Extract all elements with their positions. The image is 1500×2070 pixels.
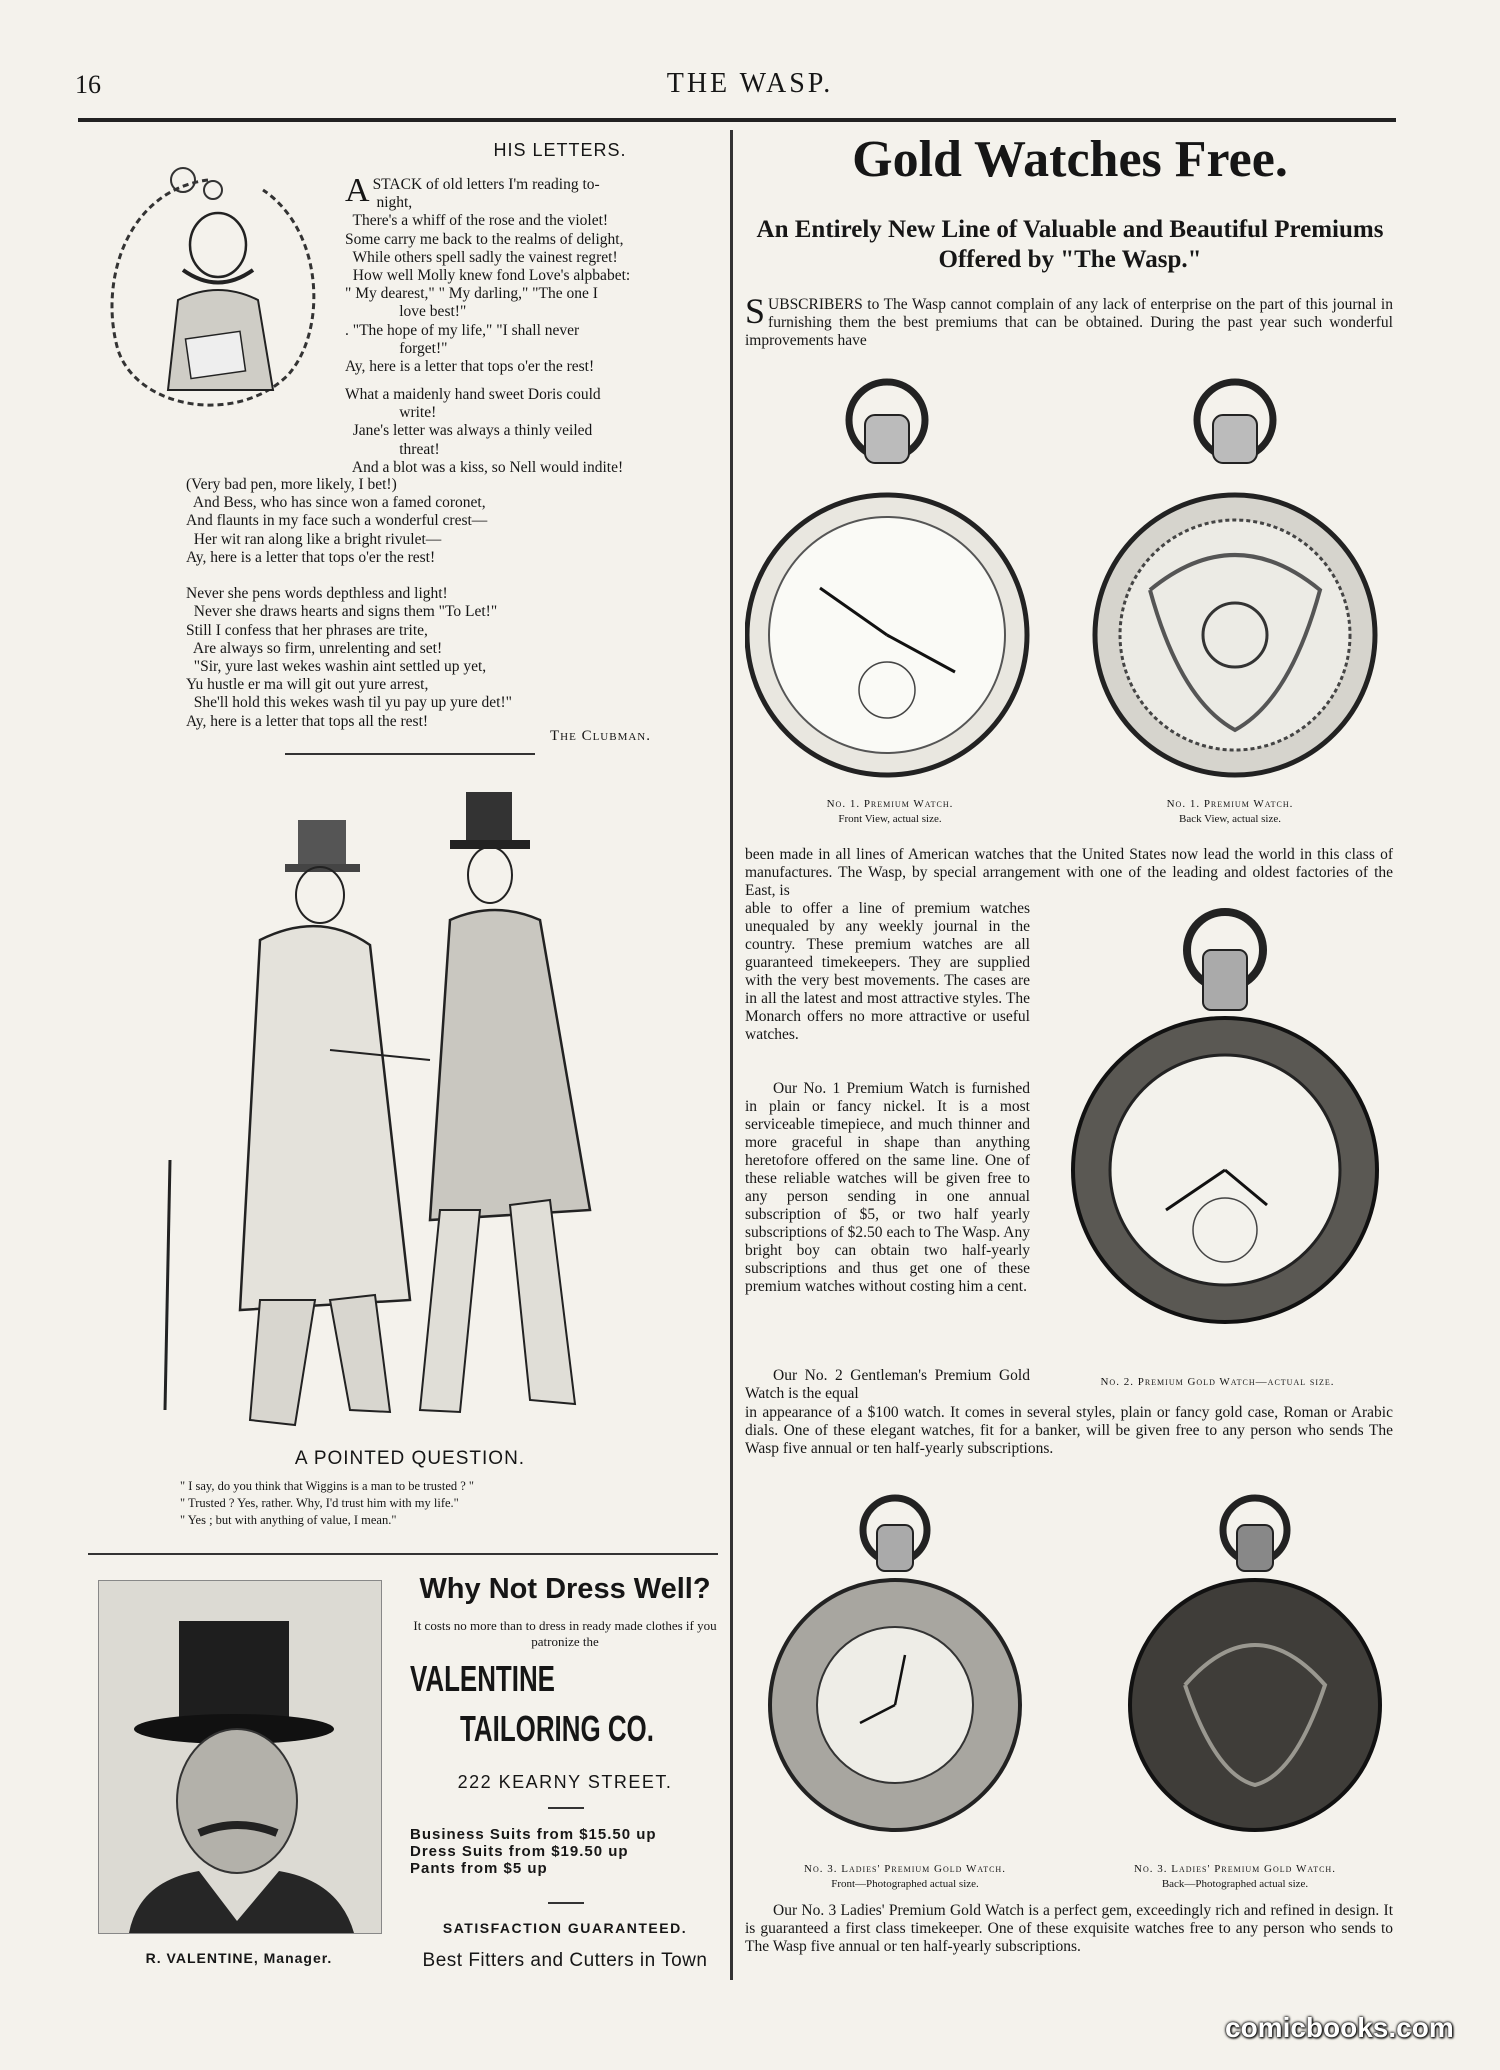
dialogue-line: " Trusted ? Yes, rather. Why, I'd trust him with my life." — [180, 1496, 459, 1510]
price-item: Business Suits from $15.50 up — [410, 1826, 657, 1843]
portrait-vignette-illustration — [88, 160, 328, 430]
company-name-line2: TAILORING CO. — [460, 1708, 654, 1749]
page-number: 16 — [75, 70, 101, 99]
poem-stanza-1 — [345, 172, 725, 376]
column-divider — [730, 130, 733, 1980]
watch-no3-back-caption — [1075, 1862, 1395, 1892]
watch-no2-image — [1060, 905, 1390, 1330]
price-list — [410, 1826, 657, 1877]
watch-no2-caption: No. 2. Premium Gold Watch—actual size. — [1100, 1376, 1335, 1388]
ad-intro: It costs no more than to dress in ready made clothes if you patronize the — [413, 1618, 717, 1649]
ad-rule — [548, 1902, 584, 1904]
price-item: Pants from $5 up — [410, 1860, 548, 1877]
company-name-line1: VALENTINE — [410, 1658, 555, 1699]
article-para-2-narrow: able to offer a line of premium watches unequaled by any weekly journal in the country. These premium watches are all guaranteed timekeepers. They are supplied with the very best movements. The cases are in all the latest and most attractive styles. The Monarch offers no more attractive or useful watches. — [745, 900, 1030, 1043]
poem-dropcap: A — [345, 172, 370, 209]
article-para-2-wide: been made in all lines of American watches that the United States now lead the world in this class of manufactures. The Wasp, by special arrangement with one of the leading and oldest factories of the East, is — [745, 846, 1393, 899]
cartoon-caption: A POINTED QUESTION. — [294, 1448, 526, 1469]
article-para-4-wide: in appearance of a $100 watch. It comes in several styles, plain or fancy gold case, Roman or Arabic dials. One of these elegant watches, fit for a banker, will be given free to any person who sends The Wasp five annual or ten half-yearly subscriptions. — [745, 1404, 1393, 1457]
poem-end-rule — [285, 753, 535, 755]
top-rule — [78, 118, 1396, 122]
caption-sub: Back—Photographed actual size. — [1161, 1878, 1309, 1890]
pointed-question-cartoon — [150, 780, 620, 1440]
caption-title: No. 1. Premium Watch. — [1166, 798, 1294, 810]
watch-no1-front-image — [745, 370, 1030, 800]
article-para-5: Our No. 3 Ladies' Premium Gold Watch is a perfect gem, exceedingly rich and refined in design. It is guaranteed a first class timekeeper. One of these exquisite watches free to any person who sends to The Wasp five annual or ten half-yearly subscriptions. — [745, 1902, 1393, 1955]
article-dropcap: S — [745, 291, 766, 331]
poem-stanza-2: What a maidenly hand sweet Doris could write! Jane's letter was always a thinly veiled threat! And a blot was a kiss, so Nell would indite! — [345, 386, 624, 476]
article-headline: Gold Watches Free. — [852, 131, 1288, 188]
site-watermark: comicbooks.com — [1225, 2012, 1454, 2043]
caption-sub: Front View, actual size. — [838, 813, 942, 825]
guarantee-line: SATISFACTION GUARANTEED. — [442, 1920, 688, 1936]
poem-stanza-1-text: STACK of old letters I'm reading to- night, There's a whiff of the rose and the violet! Some carry me back to the realms of delight, While others spell sadly the vainest regret! How well Molly knew fond Love's alpbabet: " My dearest," " My darling," "The one I love best!" . "The hope of my life," "I shall never forget!" Ay, here is a letter that tops o'er the rest! — [345, 176, 631, 376]
caption-title: No. 3. Ladies' Premium Gold Watch. — [804, 1863, 1006, 1875]
price-item: Dress Suits from $19.50 up — [410, 1843, 629, 1860]
section-rule — [88, 1553, 718, 1555]
article-subhead: An Entirely New Line of Valuable and Beautiful Premiums Offered by "The Wasp." — [756, 216, 1384, 273]
watch-no1-front-caption — [760, 797, 1020, 827]
watch-no3-front-caption — [755, 1862, 1055, 1892]
cartoon-dialogue — [180, 1478, 640, 1529]
company-address: 222 KEARNY STREET. — [457, 1772, 673, 1792]
manager-portrait-photo — [98, 1580, 382, 1934]
ad-headline: Why Not Dress Well? — [419, 1573, 711, 1605]
dialogue-line: " I say, do you think that Wiggins is a man to be trusted ? " — [180, 1479, 475, 1493]
ad-rule — [548, 1807, 584, 1809]
article-para-1-text: UBSCRIBERS to The Wasp cannot complain of any lack of enterprise on the part of this journal in furnishing them the best premiums that can be obtained. During the past year such wonderful improvements have — [745, 296, 1393, 349]
watch-no3-back-image — [1125, 1485, 1385, 1860]
dialogue-line: " Yes ; but with anything of value, I mean." — [180, 1513, 397, 1527]
article-para-3: Our No. 1 Premium Watch is furnished in plain or fancy nickel. It is a most serviceable timepiece, and much thinner and more graceful in shape than anything heretofore offered on the same line. One of these reliable watches will be given free to any person sending in one annual subscription of $5, or two half yearly subscriptions of $2.50 each to The Wasp. Any bright boy can obtain two half-yearly subscriptions and thus get one of these premium watches without costing him a cent. — [745, 1080, 1030, 1295]
watch-no1-back-caption — [1100, 797, 1360, 827]
caption-sub: Front—Photographed actual size. — [831, 1878, 979, 1890]
caption-sub: Back View, actual size. — [1179, 813, 1281, 825]
article-para-4-narrow: Our No. 2 Gentleman's Premium Gold Watch is the equal — [745, 1367, 1030, 1402]
caption-title: No. 3. Ladies' Premium Gold Watch. — [1134, 1863, 1336, 1875]
caption-title: No. 1. Premium Watch. — [826, 798, 954, 810]
poem-stanza-3: (Very bad pen, more likely, I bet!) And Bess, who has since won a famed coronet, And flaunts in my face such a wonderful crest— Her wit ran along like a bright rivulet— Ay, here is a letter that tops o'er the rest! Never she pens words depthless and light! Never she draws hearts and signs them "To Let!" Still I confess that her phrases are trite, Are always so firm, unrelenting and set! "Sir, yure last wekes washin aint settled up yet, Yu hustle er ma will git out yure arrest, She'll hold this wekes wash til yu pay up yure det!" Ay, here is a letter that tops all the rest! — [186, 476, 512, 730]
masthead-title: THE WASP. — [666, 68, 834, 99]
article-para-1 — [745, 291, 1393, 350]
watch-no3-front-image — [765, 1485, 1025, 1860]
ad-tagline: Best Fitters and Cutters in Town — [422, 1950, 708, 1971]
manager-caption: R. VALENTINE, Manager. — [145, 1950, 333, 1966]
poem-title: HIS LETTERS. — [493, 140, 627, 160]
poem-author: The Clubman. — [550, 728, 651, 744]
watch-no1-back-image — [1090, 370, 1380, 800]
